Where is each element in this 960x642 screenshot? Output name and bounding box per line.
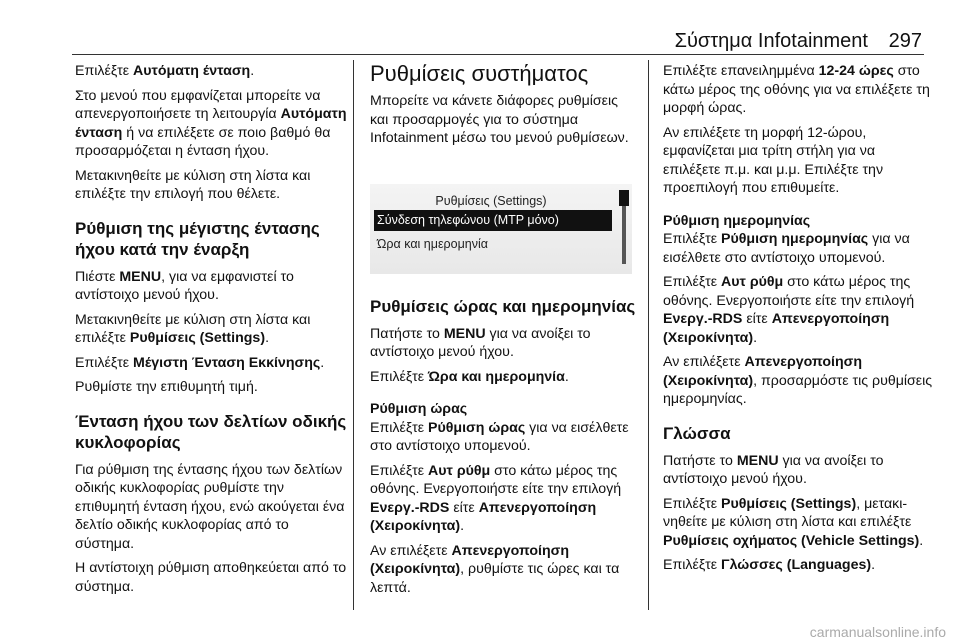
screen-menu-title: Ρυθμίσεις (Settings) <box>435 193 547 208</box>
subsection-heading: Ρύθμιση ημερομηνίας <box>663 212 811 229</box>
screen-menu-item: Ώρα και ημερομηνία <box>377 236 488 251</box>
paragraph: Μπορείτε να κάνετε διάφορες ρυθμίσεις και προσαρμογές για το σύστημα Infotainment μέσω του μενού ρυθμίσεων. <box>370 93 629 146</box>
paragraph: Επιλέξτε Αυτόματη ένταση. <box>75 63 255 79</box>
paragraph: Επιλέξτε Αυτ ρύθμ στο κάτω μέρος της οθόνης. Ενεργοποιήστε είτε την επιλογή Ενεργ.-RDS είτε Απενεργοποίηση (Χειροκίνητα). <box>663 274 915 346</box>
paragraph: Η αντίστοιχη ρύθμιση αποθηκεύεται από το σύστημα. <box>75 560 347 595</box>
column-2 <box>370 62 638 603</box>
paragraph: Επιλέξτε Γλώσσες (Languages). <box>663 557 876 573</box>
column-divider <box>353 60 354 610</box>
column-divider <box>648 60 649 610</box>
paragraph: Μετακινηθείτε με κύλιση στη λίστα και επιλέξτε την επιλογή που θέλετε. <box>75 167 311 202</box>
chapter-heading: Ρυθμίσεις συστήματος <box>370 61 589 86</box>
paragraph: Επιλέξτε Ρύθμιση ημερομηνίας για να εισέλθετε στο αντίστοιχο υπομενού. <box>663 231 910 266</box>
paragraph: Ρυθμίστε την επιθυμητή τιμή. <box>75 379 258 395</box>
settings-screen-illustration <box>370 184 632 274</box>
paragraph: Πιέστε MENU, για να εμφανιστεί το αντίστοιχο μενού ήχου. <box>75 268 294 303</box>
paragraph: Πατήστε το MENU για να ανοίξει το αντίστοιχο μενού ήχου. <box>370 325 591 360</box>
screen-scrollbar-thumb <box>619 190 629 206</box>
section-heading: Ρυθμίσεις ώρας και ημερομηνίας <box>370 296 636 316</box>
column-3 <box>663 62 935 581</box>
paragraph: Αν επιλέξετε Απενεργοποίηση (Χειροκίνητα), προσαρμόστε τις ρυθμίσεις ημερομηνίας. <box>663 354 933 407</box>
paragraph: Επιλέξτε Αυτ ρύθμ στο κάτω μέρος της οθόνης. Ενεργοποιήστε είτε την επιλογή Ενεργ.-RDS είτε Απενεργοποίηση (Χειροκίνητα). <box>370 462 622 534</box>
paragraph: Επιλέξτε Ρυθμίσεις (Settings), μετακινηθείτε με κύλιση στη λίστα και επιλέξτε Ρυθμίσεις οχήματος (Vehicle Settings). <box>663 495 924 549</box>
paragraph: Αν επιλέξετε Απενεργοποίηση (Χειροκίνητα), ρυθμίστε τις ώρες και τα λεπτά. <box>370 542 620 596</box>
paragraph: Πατήστε το MENU για να ανοίξει το αντίστοιχο μενού ήχου. <box>663 452 884 487</box>
page-header <box>0 0 960 52</box>
column-1 <box>75 62 350 602</box>
page-number: 297 <box>888 30 922 52</box>
header-rule <box>72 54 924 55</box>
watermark: carmanualsonline.info <box>809 624 946 640</box>
section-heading: Γλώσσα <box>663 423 731 443</box>
section-heading: Ένταση ήχου των δελτίων οδικής κυκλοφορίας <box>75 411 347 452</box>
paragraph: Επιλέξτε Ρύθμιση ώρας για να εισέλθετε στο αντίστοιχο υπομενού. <box>370 419 629 454</box>
paragraph: Επιλέξτε Μέγιστη Ένταση Εκκίνησης. <box>75 354 325 371</box>
paragraph: Επιλέξτε επανειλημμένα 12-24 ώρες στο κάτω μέρος της οθόνης για να επιλέξετε τη μορφή ώρας. <box>663 63 930 116</box>
screen-selected-item: Σύνδεση τηλεφώνου (MTP μόνο) <box>374 210 612 231</box>
paragraph: Μετακινηθείτε με κύλιση στη λίστα και επιλέξτε Ρυθμίσεις (Settings). <box>75 311 311 346</box>
page-title: Σύστημα Infotainment <box>674 30 868 52</box>
paragraph: Στο μενού που εμφανίζεται μπορείτε να απενεργοποιήσετε τη λειτουργία Αυτόματη ένταση ή να επιλέξετε σε ποιο βαθμό θα προσαρμόζεται η ένταση ήχου. <box>75 87 347 159</box>
paragraph: Για ρύθμιση της έντασης ήχου των δελτίων οδικής κυκλοφορίας ρυθμίστε την επιθυμητή ένταση ήχου, ενώ ακούγεται ένα δελτίο οδικής κυκλοφορίας από το σύστημα. <box>75 461 345 552</box>
paragraph: Αν επιλέξετε τη μορφή 12-ώρου, εμφανίζεται μια τρίτη στήλη για να επιλέξετε π.μ. και μ.μ. Επιλέξτε την προεπιλογή που επιθυμείτε. <box>663 124 884 196</box>
subsection-heading: Ρύθμιση ώρας <box>370 401 468 417</box>
section-heading: Ρύθμιση της μέγιστης έντασης ήχου κατά την έναρξη <box>75 218 320 259</box>
paragraph: Επιλέξτε Ώρα και ημερομηνία. <box>370 368 569 385</box>
